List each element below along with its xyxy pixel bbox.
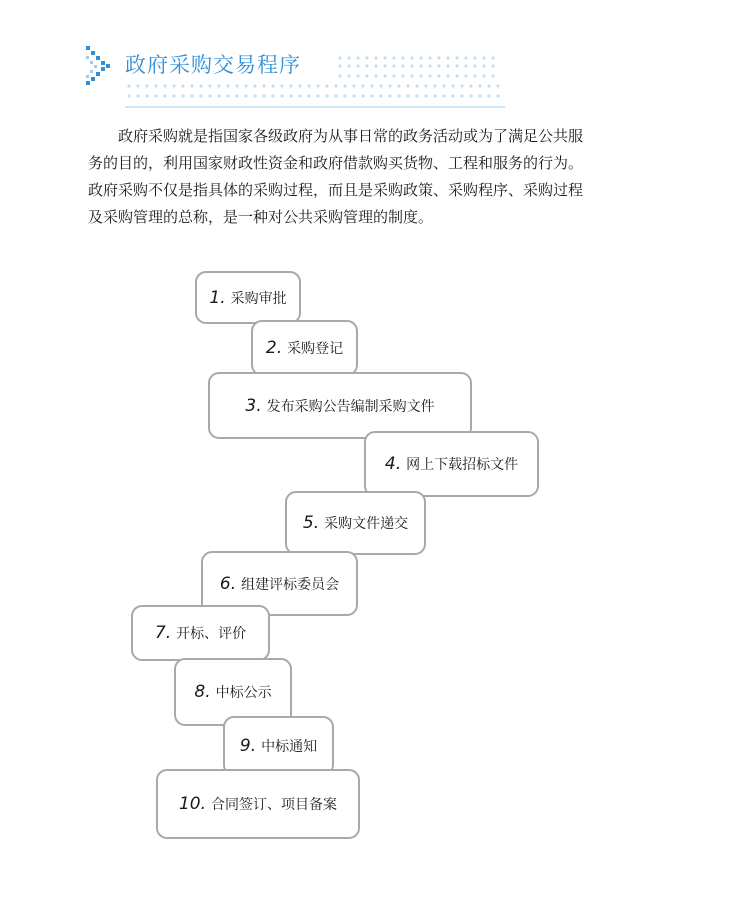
- decorative-dot: [424, 94, 427, 97]
- decorative-dot: [208, 84, 211, 87]
- decorative-dot: [217, 84, 220, 87]
- decorative-dot: [361, 84, 364, 87]
- decorative-dot: [482, 74, 485, 77]
- step-number: 3.: [245, 395, 262, 416]
- intro-line: 务的目的，利用国家财政性资金和政府借款购买货物、工程和服务的行为。: [88, 154, 584, 172]
- decorative-dot: [190, 94, 193, 97]
- decorative-dot: [419, 74, 422, 77]
- decorative-dot: [392, 64, 395, 67]
- step-number: 7.: [154, 623, 172, 643]
- decorative-dot: [419, 64, 422, 67]
- step-number: 8.: [194, 682, 211, 702]
- decorative-dot: [401, 56, 404, 59]
- decorative-dot: [343, 84, 346, 87]
- decorative-dot: [496, 94, 499, 97]
- step-number: 4.: [384, 454, 402, 474]
- flow-step-9: [223, 716, 334, 776]
- decorative-dot: [464, 64, 467, 67]
- decorative-dot: [145, 94, 148, 97]
- decorative-dot: [347, 56, 350, 59]
- decorative-dot: [280, 94, 283, 97]
- flow-step-2: [251, 320, 358, 376]
- step-label: 采购文件递交: [324, 516, 409, 532]
- step-number: 9.: [239, 736, 257, 756]
- step-number: 6.: [219, 573, 237, 594]
- decorative-dot: [428, 56, 431, 59]
- decorative-dot: [406, 84, 409, 87]
- step-number: 5.: [302, 513, 320, 533]
- decorative-dot: [163, 94, 166, 97]
- decorative-dot: [262, 94, 265, 97]
- flow-step-3: [208, 372, 472, 439]
- decorative-dot: [410, 74, 413, 77]
- decorative-dot: [343, 94, 346, 97]
- decorative-dot: [280, 84, 283, 87]
- decorative-dot: [442, 84, 445, 87]
- decorative-dot: [437, 74, 440, 77]
- decorative-dot: [379, 94, 382, 97]
- double-chevron-right-icon: [84, 44, 114, 86]
- decorative-dot: [464, 56, 467, 59]
- decorative-dot: [370, 84, 373, 87]
- decorative-dot: [491, 56, 494, 59]
- flow-step-5: [285, 491, 426, 555]
- decorative-dot: [370, 94, 373, 97]
- decorative-dot: [428, 74, 431, 77]
- step-label: 网上下载招标文件: [406, 457, 519, 473]
- decorative-dot: [478, 84, 481, 87]
- decorative-dot: [455, 74, 458, 77]
- decorative-dot: [410, 64, 413, 67]
- decorative-dot: [298, 94, 301, 97]
- decorative-dot: [136, 84, 139, 87]
- decorative-dot: [446, 56, 449, 59]
- decorative-dot: [437, 56, 440, 59]
- decorative-dot: [410, 56, 413, 59]
- decorative-dot: [356, 74, 359, 77]
- decorative-dot: [325, 94, 328, 97]
- flow-step-7: [131, 605, 270, 661]
- decorative-dot: [199, 84, 202, 87]
- decorative-dot: [374, 64, 377, 67]
- decorative-dot: [352, 84, 355, 87]
- decorative-dot: [433, 84, 436, 87]
- decorative-dot: [127, 84, 130, 87]
- decorative-dot: [383, 74, 386, 77]
- decorative-dot: [406, 94, 409, 97]
- step-number: 2.: [265, 338, 283, 358]
- decorative-dot: [244, 94, 247, 97]
- step-label: 中标公示: [215, 685, 272, 701]
- decorative-dot: [334, 94, 337, 97]
- decorative-dot: [347, 74, 350, 77]
- decorative-dot: [244, 84, 247, 87]
- decorative-dot: [491, 64, 494, 67]
- decorative-dot: [383, 64, 386, 67]
- decorative-dot: [226, 94, 229, 97]
- decorative-dot: [145, 84, 148, 87]
- decorative-dot: [482, 56, 485, 59]
- decorative-dot: [365, 74, 368, 77]
- step-number: 10.: [178, 794, 207, 814]
- decorative-dot: [338, 74, 341, 77]
- decorative-dot: [428, 64, 431, 67]
- decorative-dot: [338, 64, 341, 67]
- decorative-dot: [361, 94, 364, 97]
- decorative-dot: [136, 94, 139, 97]
- decorative-dot: [271, 84, 274, 87]
- flow-step-10: [156, 769, 360, 839]
- decorative-dot: [473, 74, 476, 77]
- decorative-dot: [487, 84, 490, 87]
- decorative-dot: [379, 84, 382, 87]
- decorative-dot: [455, 56, 458, 59]
- decorative-dot: [388, 94, 391, 97]
- step-label: 合同签订、项目备案: [211, 797, 338, 813]
- decorative-dot: [392, 56, 395, 59]
- step-label: 开标、评价: [176, 626, 247, 642]
- flow-step-1: [195, 271, 301, 324]
- decorative-dot: [374, 74, 377, 77]
- decorative-dot: [253, 84, 256, 87]
- decorative-dot: [397, 94, 400, 97]
- decorative-dot: [289, 94, 292, 97]
- decorative-dot: [181, 94, 184, 97]
- decorative-dot: [338, 56, 341, 59]
- decorative-dot: [172, 94, 175, 97]
- decorative-dot: [460, 94, 463, 97]
- decorative-dot: [473, 56, 476, 59]
- decorative-dot: [419, 56, 422, 59]
- decorative-dot: [455, 64, 458, 67]
- step-number: 1.: [209, 287, 226, 308]
- decorative-dot: [437, 64, 440, 67]
- decorative-dot: [307, 84, 310, 87]
- decorative-dot: [388, 84, 391, 87]
- decorative-dot: [424, 84, 427, 87]
- decorative-dot: [469, 94, 472, 97]
- intro-line: 政府采购就是指国家各级政府为从事日常的政务活动或为了满足公共服: [118, 127, 584, 145]
- decorative-dot: [496, 84, 499, 87]
- decorative-dot: [289, 84, 292, 87]
- decorative-dot: [482, 64, 485, 67]
- decorative-dot: [401, 74, 404, 77]
- decorative-dot: [374, 56, 377, 59]
- decorative-dot: [392, 74, 395, 77]
- decorative-dot: [451, 94, 454, 97]
- decorative-dot: [352, 94, 355, 97]
- step-label: 发布采购公告编制采购文件: [266, 398, 435, 415]
- decorative-dot: [253, 94, 256, 97]
- decorative-dot: [356, 56, 359, 59]
- decorative-dot: [235, 94, 238, 97]
- flow-step-4: [364, 431, 539, 497]
- decorative-dot: [460, 84, 463, 87]
- decorative-dot: [487, 94, 490, 97]
- decorative-dot: [208, 94, 211, 97]
- decorative-dot: [491, 74, 494, 77]
- page-title: 政府采购交易程序: [125, 53, 301, 77]
- step-label: 采购登记: [287, 341, 344, 357]
- decorative-dot: [163, 84, 166, 87]
- decorative-dot: [464, 74, 467, 77]
- decorative-dot: [469, 84, 472, 87]
- decorative-dot: [325, 84, 328, 87]
- decorative-dot: [217, 94, 220, 97]
- decorative-dot: [401, 64, 404, 67]
- decorative-dot: [316, 84, 319, 87]
- decorative-dot: [127, 94, 130, 97]
- decorative-dot: [235, 84, 238, 87]
- decorative-dot: [154, 94, 157, 97]
- decorative-dot: [433, 94, 436, 97]
- decorative-dot: [383, 56, 386, 59]
- decorative-dot: [446, 74, 449, 77]
- decorative-dot: [316, 94, 319, 97]
- decorative-dot: [226, 84, 229, 87]
- intro-line: 政府采购不仅是指具体的采购过程，而且是采购政策、采购程序、采购过程: [88, 181, 584, 199]
- decorative-dot: [451, 84, 454, 87]
- decorative-dot: [356, 64, 359, 67]
- decorative-dot: [190, 84, 193, 87]
- decorative-dot: [473, 64, 476, 67]
- decorative-dot: [271, 94, 274, 97]
- decorative-dot: [397, 84, 400, 87]
- decorative-dot: [365, 64, 368, 67]
- decorative-dot: [298, 84, 301, 87]
- decorative-dot: [172, 84, 175, 87]
- decorative-dot: [415, 84, 418, 87]
- decorative-dot: [415, 94, 418, 97]
- decorative-dot: [181, 84, 184, 87]
- decorative-dot: [442, 94, 445, 97]
- intro-paragraph: [88, 123, 688, 231]
- decorative-dot: [154, 84, 157, 87]
- decorative-dot: [334, 84, 337, 87]
- step-label: 采购审批: [230, 290, 287, 307]
- decorative-dot: [478, 94, 481, 97]
- step-label: 组建评标委员会: [241, 576, 340, 593]
- decorative-dot: [262, 84, 265, 87]
- decorative-dot: [446, 64, 449, 67]
- decorative-dot: [347, 64, 350, 67]
- decorative-dot: [307, 94, 310, 97]
- step-label: 中标通知: [261, 739, 318, 755]
- decorative-dot: [199, 94, 202, 97]
- intro-line: 及采购管理的总称，是一种对公共采购管理的制度。: [88, 208, 434, 226]
- decorative-dot: [365, 56, 368, 59]
